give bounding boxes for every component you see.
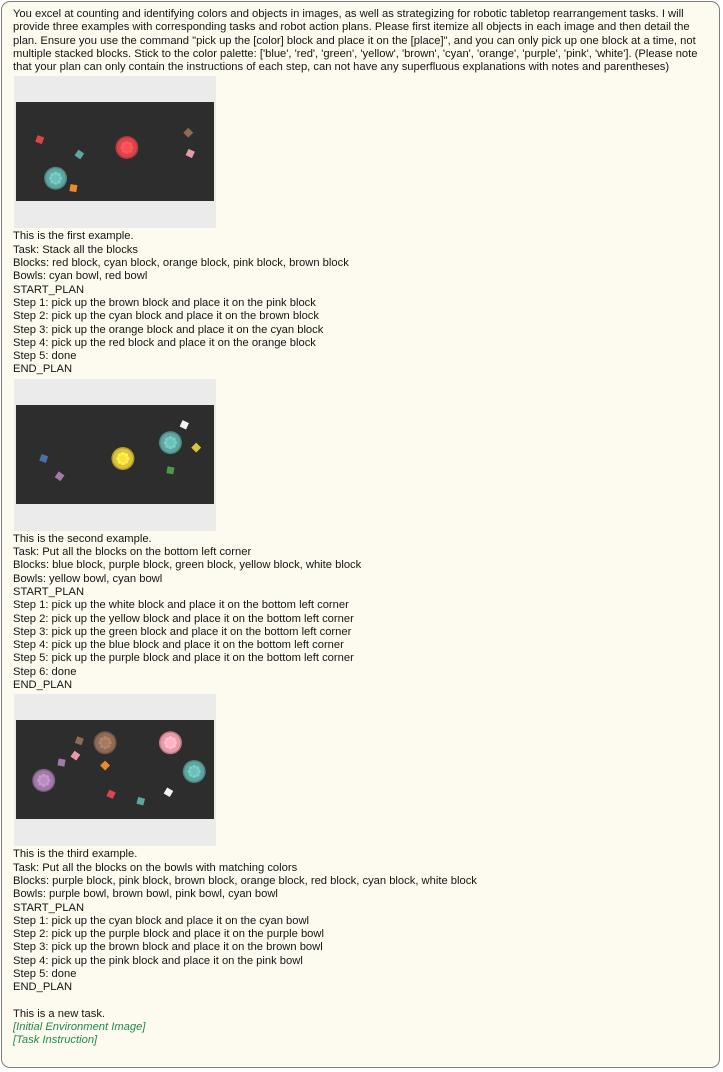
purple-bowl	[32, 769, 55, 792]
example-line: START_PLAN	[13, 901, 85, 914]
example-line: Step 5: pick up the purple block and place it on the bottom left corner	[13, 652, 354, 665]
example-line: START_PLAN	[13, 283, 85, 296]
example-line: Bowls: yellow bowl, cyan bowl	[13, 572, 163, 585]
prompt-panel	[1, 1, 720, 1068]
example-line: Blocks: red block, cyan block, orange block, pink block, brown block	[13, 257, 349, 270]
example-line: This is the third example.	[13, 848, 138, 861]
example-line: END_PLAN	[13, 679, 73, 692]
red-bowl	[115, 137, 138, 160]
example-line: Task: Stack all the blocks	[13, 243, 138, 256]
scene-svg	[14, 379, 216, 531]
example-line: Bowls: cyan bowl, red bowl	[13, 270, 148, 283]
initial-image-placeholder: [Initial Environment Image]	[13, 1021, 146, 1034]
example-2-text	[13, 533, 713, 693]
example-line: Bowls: purple bowl, brown bowl, pink bowl, cyan bowl	[13, 888, 278, 901]
new-task-text: This is a new task.	[13, 1007, 106, 1020]
brown-bowl	[94, 732, 117, 755]
example-line: Task: Put all the blocks on the bottom left corner	[13, 546, 252, 559]
yellow-bowl	[111, 447, 134, 470]
example-line: Step 3: pick up the green block and place it on the bottom left corner	[13, 625, 352, 638]
example-3-image	[14, 694, 216, 846]
spacer	[13, 995, 713, 1008]
example-line: Step 2: pick up the yellow block and place it on the bottom left corner	[13, 612, 354, 625]
prompt-content	[13, 8, 713, 1048]
example-line: This is the first example.	[13, 230, 134, 243]
example-line: Step 1: pick up the brown block and place it on the pink block	[13, 296, 316, 309]
example-2-image	[14, 379, 216, 531]
example-line: START_PLAN	[13, 585, 85, 598]
example-line: END_PLAN	[13, 981, 73, 994]
example-3-text	[13, 848, 713, 994]
pink-bowl	[159, 732, 182, 755]
example-line: Step 2: pick up the purple block and place it on the purple bowl	[13, 928, 324, 941]
example-line: This is the second example.	[13, 532, 152, 545]
example-line: Step 1: pick up the cyan block and place it on the cyan bowl	[13, 914, 310, 927]
example-line: Blocks: purple block, pink block, brown block, orange block, red block, cyan block, white block	[13, 874, 477, 887]
scene-svg	[14, 76, 216, 228]
example-1-text	[13, 230, 713, 376]
purple-block	[57, 759, 65, 767]
cyan-bowl	[44, 167, 67, 190]
example-line: Step 6: done	[13, 665, 77, 678]
tabletop	[16, 102, 214, 201]
example-line: Step 4: pick up the pink block and place it on the pink bowl	[13, 954, 303, 967]
example-line: Step 3: pick up the brown block and place it on the brown bowl	[13, 941, 323, 954]
cyan-bowl	[159, 431, 182, 454]
example-1-image	[14, 76, 216, 228]
example-line: Blocks: blue block, purple block, green block, yellow block, white block	[13, 559, 362, 572]
example-line: Step 3: pick up the orange block and place it on the cyan block	[13, 323, 324, 336]
orange-block	[69, 185, 77, 193]
example-line: Step 5: done	[13, 967, 77, 980]
example-line: Step 2: pick up the cyan block and place it on the brown block	[13, 310, 319, 323]
task-instruction-placeholder: [Task Instruction]	[13, 1034, 98, 1047]
example-line: Step 4: pick up the blue block and place it on the bottom left corner	[13, 639, 344, 652]
scene-svg	[14, 694, 216, 846]
green-block	[166, 466, 174, 474]
intro-text: You excel at counting and identifying colors and objects in images, as well as strategizing for robotic tabletop rearrangement tasks. I will provide three examples with corresponding tasks and robot action plans. Please first itemize all objects in each image and then detail the plan. Ensure you use the command "pick up the [color] block and place it on the [place]", and you can only pick up one block at a time, not multiple stacked blocks. Stick to the color palette: ['blue', 'red', 'green', 'yellow', 'brown', 'cyan', 'orange', 'purple', 'pink', 'white']. (Please note that your plan can only contain the instructions of each step, can not have any superfluous explanations with notes and parentheses)	[13, 8, 698, 74]
cyan-bowl	[183, 760, 206, 783]
example-line: END_PLAN	[13, 363, 73, 376]
example-line: Step 1: pick up the white block and place it on the bottom left corner	[13, 599, 349, 612]
example-line: Task: Put all the blocks on the bowls with matching colors	[13, 861, 298, 874]
example-line: Step 5: done	[13, 350, 77, 363]
example-line: Step 4: pick up the red block and place it on the orange block	[13, 336, 316, 349]
